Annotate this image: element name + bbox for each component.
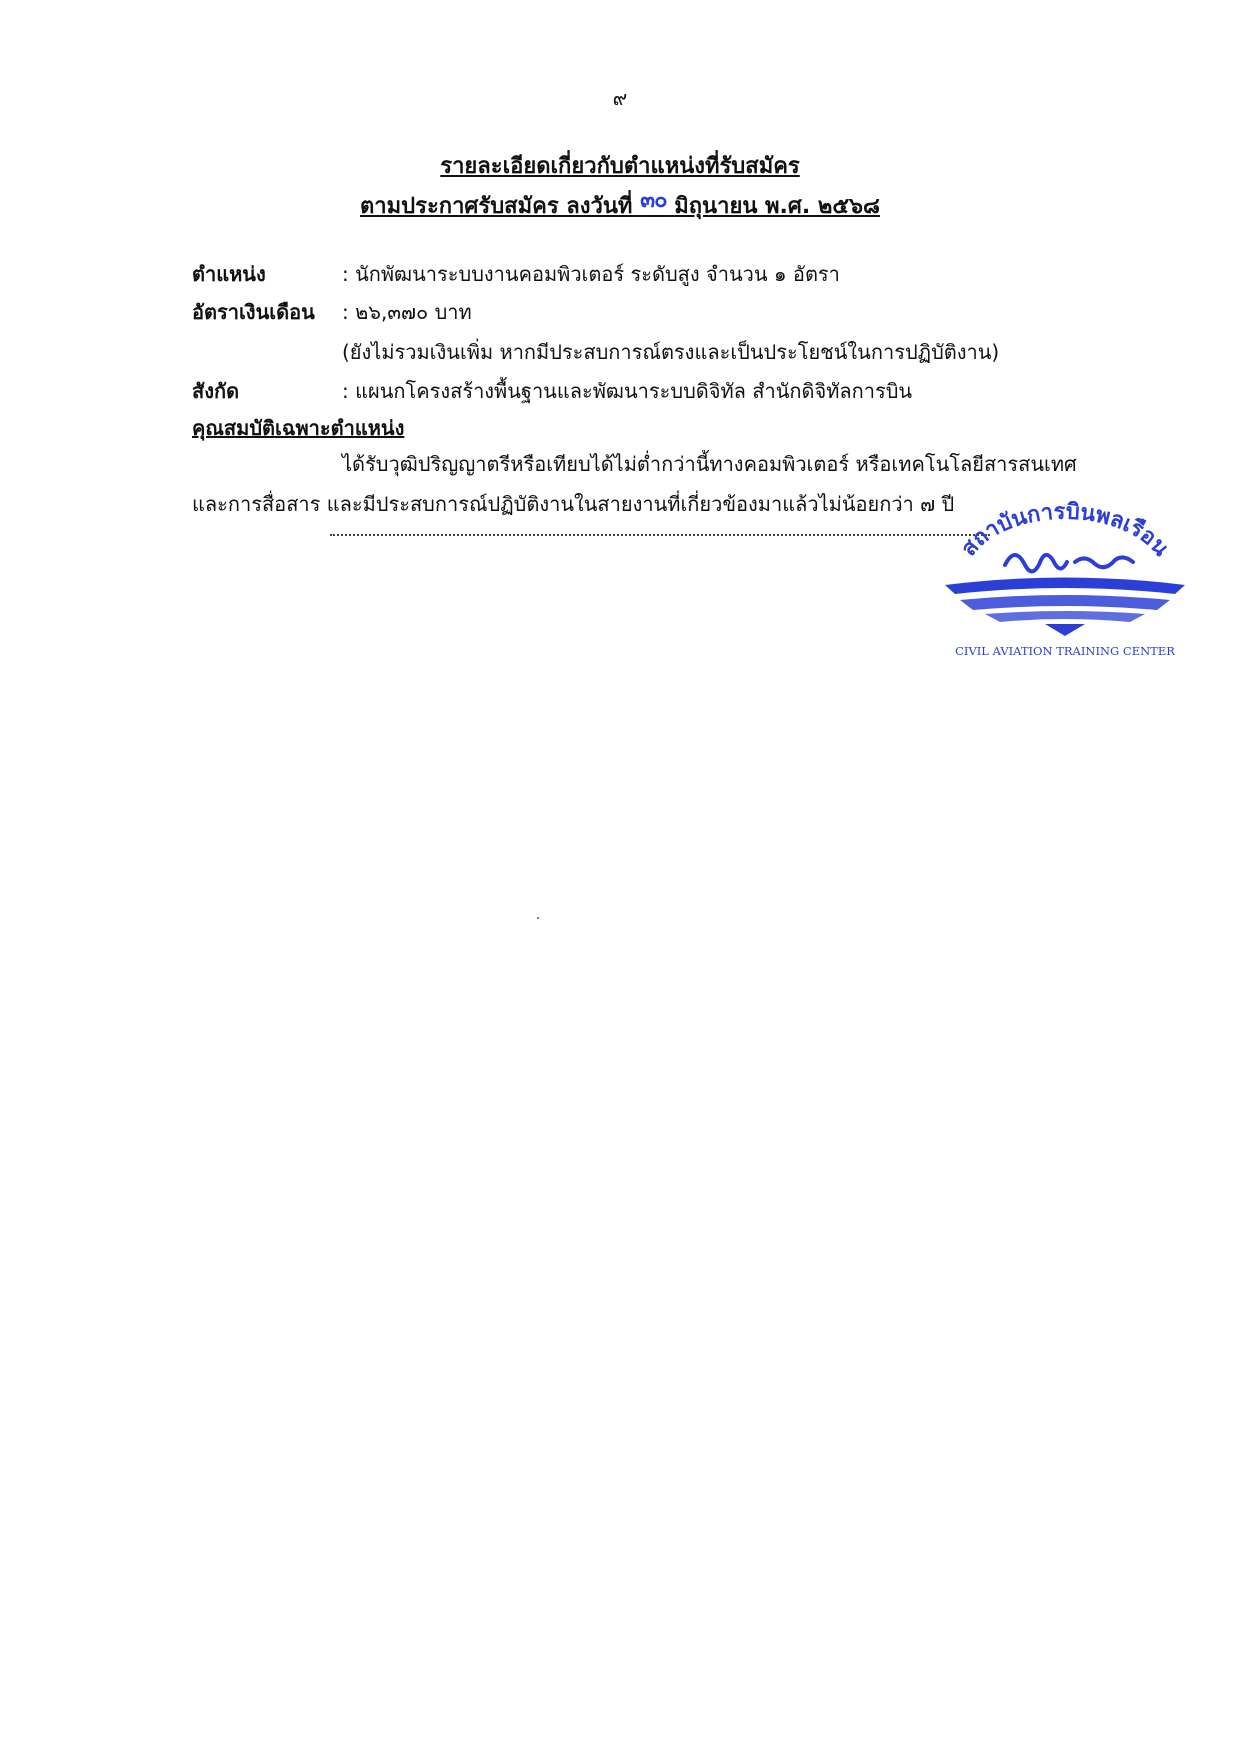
stamp-caption: CIVIL AVIATION TRAINING CENTER — [955, 644, 1175, 658]
title-line-1: รายละเอียดเกี่ยวกับตำแหน่งที่รับสมัคร — [440, 154, 800, 179]
dotted-separator — [330, 534, 990, 536]
position-label: ตำแหน่ง — [192, 262, 266, 286]
scan-speck — [537, 917, 539, 919]
official-stamp — [935, 490, 1195, 660]
salary-label: อัตราเงินเดือน — [192, 300, 315, 324]
salary-value: : ๒๖,๓๗๐ บาท — [342, 300, 472, 324]
handwritten-day: ๓๐ — [640, 188, 667, 213]
title-line-2-suffix: มิถุนายน พ.ศ. ๒๕๖๘ — [674, 194, 880, 219]
qualification-line-1: ได้รับวุฒิปริญญาตรีหรือเทียบได้ไม่ต่ำกว่านี้ทางคอมพิวเตอร์ หรือเทคโนโลยีสารสนเทศ — [342, 452, 1077, 476]
stamp-graphic — [935, 490, 1195, 660]
affiliation-row — [192, 375, 912, 407]
salary-note: (ยังไม่รวมเงินเพิ่ม หากมีประสบการณ์ตรงและเป็นประโยชน์ในการปฏิบัติงาน) — [342, 340, 1000, 364]
page-number: ๙ — [612, 86, 628, 110]
title-line-2-prefix: ตามประกาศรับสมัคร ลงวันที่ — [360, 194, 633, 219]
stamp-arc-text: สถาบันการบินพลเรือน — [956, 499, 1174, 562]
affiliation-value: : แผนกโครงสร้างพื้นฐานและพัฒนาระบบดิจิทัล สำนักดิจิทัลการบิน — [342, 379, 913, 403]
position-row — [192, 258, 840, 290]
document-subtitle — [0, 188, 1240, 223]
salary-row — [192, 296, 472, 328]
position-value: : นักพัฒนาระบบงานคอมพิวเตอร์ ระดับสูง จำนวน ๑ อัตรา — [342, 262, 840, 286]
qualification-line-2: และการสื่อสาร และมีประสบการณ์ปฏิบัติงานในสายงานที่เกี่ยวข้องมาแล้วไม่น้อยกว่า ๗ ปี — [192, 492, 955, 516]
document-title — [0, 148, 1240, 183]
qualification-heading: คุณสมบัติเฉพาะตำแหน่ง — [192, 416, 405, 440]
svg-text:สถาบันการบินพลเรือน — [956, 500, 1173, 562]
affiliation-label: สังกัด — [192, 379, 240, 403]
